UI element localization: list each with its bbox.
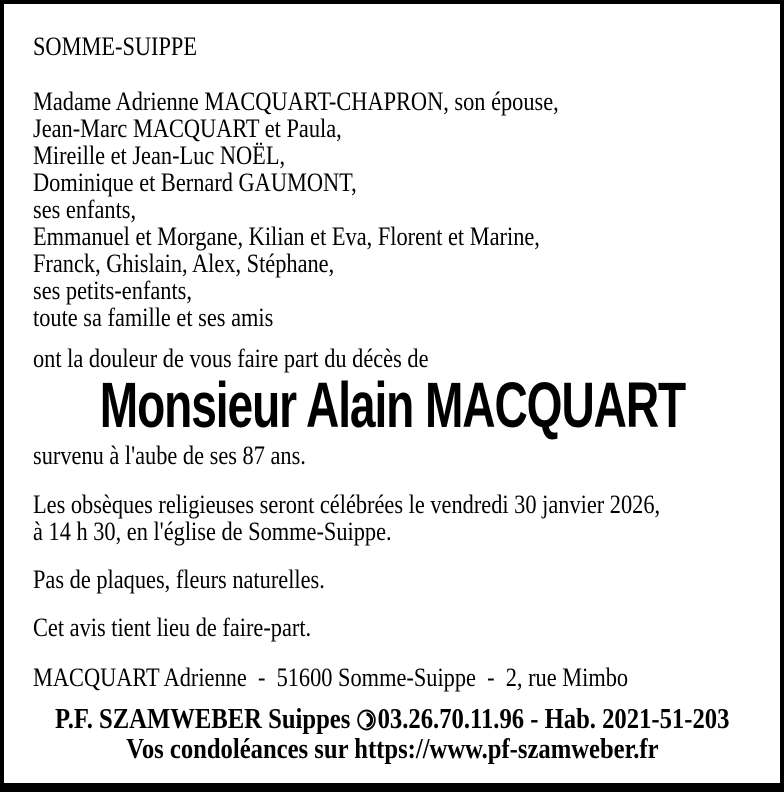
family-line: Mireille et Jean-Luc NOËL, [33, 141, 286, 170]
ceremony-block [4, 491, 780, 545]
funeral-home-row [4, 705, 780, 735]
funeral-home-name: P.F. SZAMWEBER Suippes [54, 704, 351, 735]
contact-address-line: MACQUART Adrienne - 51600 Somme-Suippe - 2, rue Mimbo [33, 663, 629, 692]
ceremony-line: Les obsèques religieuses seront célébrées le vendredi 30 janvier 2026, [33, 490, 661, 519]
family-line: Jean-Marc MACQUART et Paula, [33, 114, 342, 143]
family-line: ses petits-enfants, [33, 276, 192, 305]
family-line: Emmanuel et Morgane, Kilian et Eva, Florent et Marine, [33, 222, 540, 251]
family-line: Franck, Ghislain, Alex, Stéphane, [33, 249, 335, 278]
age-line: survenu à l'aube de ses 87 ans. [33, 441, 306, 470]
flowers-line: Pas de plaques, fleurs naturelles. [33, 565, 325, 594]
family-line: Madame Adrienne MACQUART-CHAPRON, son épouse, [33, 87, 559, 116]
fairepart-line: Cet avis tient lieu de faire-part. [33, 613, 312, 642]
deceased-name: Monsieur Alain MACQUART [99, 369, 685, 441]
family-list [4, 88, 780, 331]
condolences-line: Vos condoléances sur https://www.pf-szamweber.fr [125, 734, 659, 765]
family-line: ses enfants, [33, 195, 137, 224]
town-heading: SOMME-SUIPPE [33, 32, 198, 61]
deceased-name-row [4, 369, 780, 441]
funeral-home-line [55, 705, 729, 735]
phone-and-permit: 03.26.70.11.96 - Hab. 2021-51-203 [377, 704, 730, 735]
condolences-row [4, 735, 780, 765]
family-line: Dominique et Bernard GAUMONT, [33, 168, 357, 197]
ceremony-line: à 14 h 30, en l'église de Somme-Suippe. [33, 517, 392, 546]
telephone-circle-icon [355, 708, 376, 732]
family-line: toute sa famille et ses amis [33, 303, 274, 332]
announcement-line: ont la douleur de vous faire part du décès de [33, 344, 429, 373]
